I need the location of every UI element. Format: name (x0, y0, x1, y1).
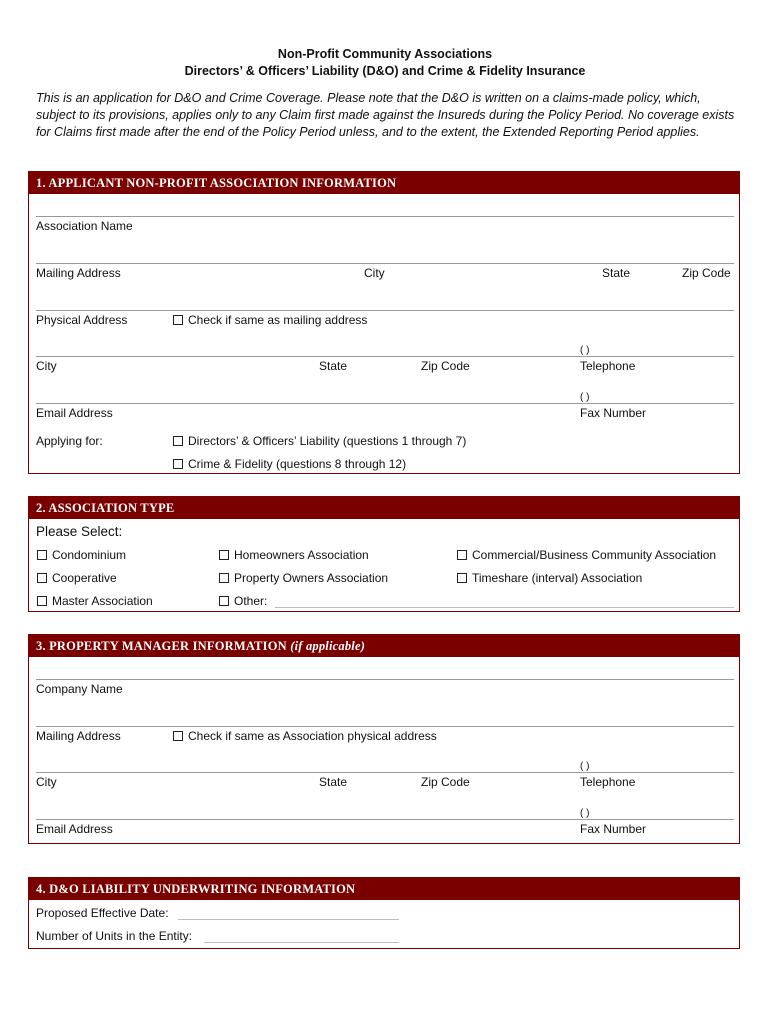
type-timeshare-option[interactable] (457, 571, 642, 585)
type-poa-option[interactable] (219, 571, 388, 585)
type-hoa-option[interactable] (219, 548, 369, 562)
section-2-heading: 2. ASSOCIATION TYPE (29, 497, 739, 519)
physical-address-line[interactable] (36, 310, 734, 311)
pm-zip-label: Zip Code (421, 775, 470, 789)
please-select-label: Please Select: (36, 524, 123, 539)
company-name-line[interactable] (36, 679, 734, 680)
physical-address-label: Physical Address (36, 313, 128, 327)
assoc-name-line[interactable] (36, 216, 734, 217)
zip-label: Zip Code (682, 266, 731, 280)
effective-date-label: Proposed Effective Date: (36, 906, 169, 920)
zip-label-2: Zip Code (421, 359, 470, 373)
type-poa-label: Property Owners Association (234, 571, 389, 585)
same-as-mailing-checkbox[interactable] (173, 315, 183, 325)
apply-do-option[interactable] (173, 434, 466, 448)
section-do-underwriting (28, 877, 740, 949)
pm-telephone-label: Telephone (580, 775, 636, 789)
apply-crime-option[interactable] (173, 457, 406, 471)
section-1-heading: 1. APPLICANT NON-PROFIT ASSOCIATION INFORMATION (29, 172, 739, 194)
type-other-label: Other: (234, 594, 268, 608)
email-line[interactable] (36, 403, 734, 404)
type-commercial-option[interactable] (457, 548, 716, 562)
type-hoa-label: Homeowners Association (234, 548, 369, 562)
type-timeshare-checkbox[interactable] (457, 573, 467, 583)
same-as-physical-option[interactable] (173, 729, 437, 743)
form-subtitle: Directors’ & Officers’ Liability (D&O) and Crime & Fidelity Insurance (184, 64, 586, 78)
section-applicant-info (28, 171, 740, 474)
telephone-area-code: ( ) (580, 345, 590, 356)
section-3-heading (29, 635, 739, 657)
apply-do-label: Directors’ & Officers’ Liability (questions 1 through 7) (188, 434, 467, 448)
city-label-2: City (36, 359, 57, 373)
city-state-line[interactable] (36, 356, 734, 357)
pm-telephone-area-code: ( ) (580, 761, 590, 772)
company-name-label: Company Name (36, 682, 123, 696)
same-as-physical-checkbox[interactable] (173, 731, 183, 741)
same-as-physical-label: Check if same as Association physical address (188, 729, 437, 743)
section-3-heading-text: 3. PROPERTY MANAGER INFORMATION (36, 639, 287, 653)
type-commercial-checkbox[interactable] (457, 550, 467, 560)
effective-date-input[interactable] (178, 919, 399, 920)
section-4-heading: 4. D&O LIABILITY UNDERWRITING INFORMATION (29, 878, 739, 900)
mailing-address-label: Mailing Address (36, 266, 121, 280)
section-3-heading-italic: (if applicable) (290, 639, 366, 653)
applying-for-label: Applying for: (36, 434, 103, 448)
apply-crime-checkbox[interactable] (173, 459, 183, 469)
type-condominium-option[interactable] (37, 548, 126, 562)
apply-crime-label: Crime & Fidelity (questions 8 through 12) (188, 457, 407, 471)
pm-fax-area-code: ( ) (580, 808, 590, 819)
state-label-2: State (319, 359, 348, 373)
type-condominium-label: Condominium (52, 548, 127, 562)
type-timeshare-label: Timeshare (interval) Association (472, 571, 643, 585)
fax-label: Fax Number (580, 406, 647, 420)
mailing-address-line[interactable] (36, 263, 734, 264)
pm-mailing-address-label: Mailing Address (36, 729, 121, 743)
type-other-checkbox[interactable] (219, 596, 229, 606)
pm-state-label: State (319, 775, 348, 789)
type-master-label: Master Association (52, 594, 153, 608)
pm-city-label: City (36, 775, 57, 789)
type-other-option[interactable] (219, 594, 267, 608)
pm-fax-label: Fax Number (580, 822, 647, 836)
form-title: Non-Profit Community Associations (277, 47, 493, 61)
assoc-name-label: Association Name (36, 219, 133, 233)
state-label: State (602, 266, 631, 280)
intro-paragraph: This is an application for D&O and Crime Coverage. Please note that the D&O is written on a claims-made policy, which, subject to its provisions, applies only to any Claim first made against the Insureds during the Policy Period. No coverage exists for Claims first made after the end of the Policy Period unless, and to the extent, the Extended Reporting Period applies. (36, 91, 735, 139)
type-master-option[interactable] (37, 594, 153, 608)
email-label: Email Address (36, 406, 113, 420)
same-as-mailing-label: Check if same as mailing address (188, 313, 368, 327)
apply-do-checkbox[interactable] (173, 436, 183, 446)
type-master-checkbox[interactable] (37, 596, 47, 606)
type-poa-checkbox[interactable] (219, 573, 229, 583)
units-label: Number of Units in the Entity: (36, 929, 193, 943)
type-cooperative-option[interactable] (37, 571, 117, 585)
type-cooperative-checkbox[interactable] (37, 573, 47, 583)
type-condominium-checkbox[interactable] (37, 550, 47, 560)
fax-area-code: ( ) (580, 392, 590, 403)
type-other-input[interactable] (275, 607, 734, 608)
telephone-label: Telephone (580, 359, 636, 373)
city-label: City (364, 266, 385, 280)
section-property-manager (28, 634, 740, 844)
pm-email-line[interactable] (36, 819, 734, 820)
units-input[interactable] (204, 942, 399, 943)
pm-city-line[interactable] (36, 772, 734, 773)
pm-mailing-address-line[interactable] (36, 726, 734, 727)
same-as-mailing-option[interactable] (173, 313, 367, 327)
type-commercial-label: Commercial/Business Community Association (472, 548, 717, 562)
pm-email-label: Email Address (36, 822, 113, 836)
type-cooperative-label: Cooperative (52, 571, 117, 585)
type-hoa-checkbox[interactable] (219, 550, 229, 560)
section-association-type (28, 496, 740, 612)
